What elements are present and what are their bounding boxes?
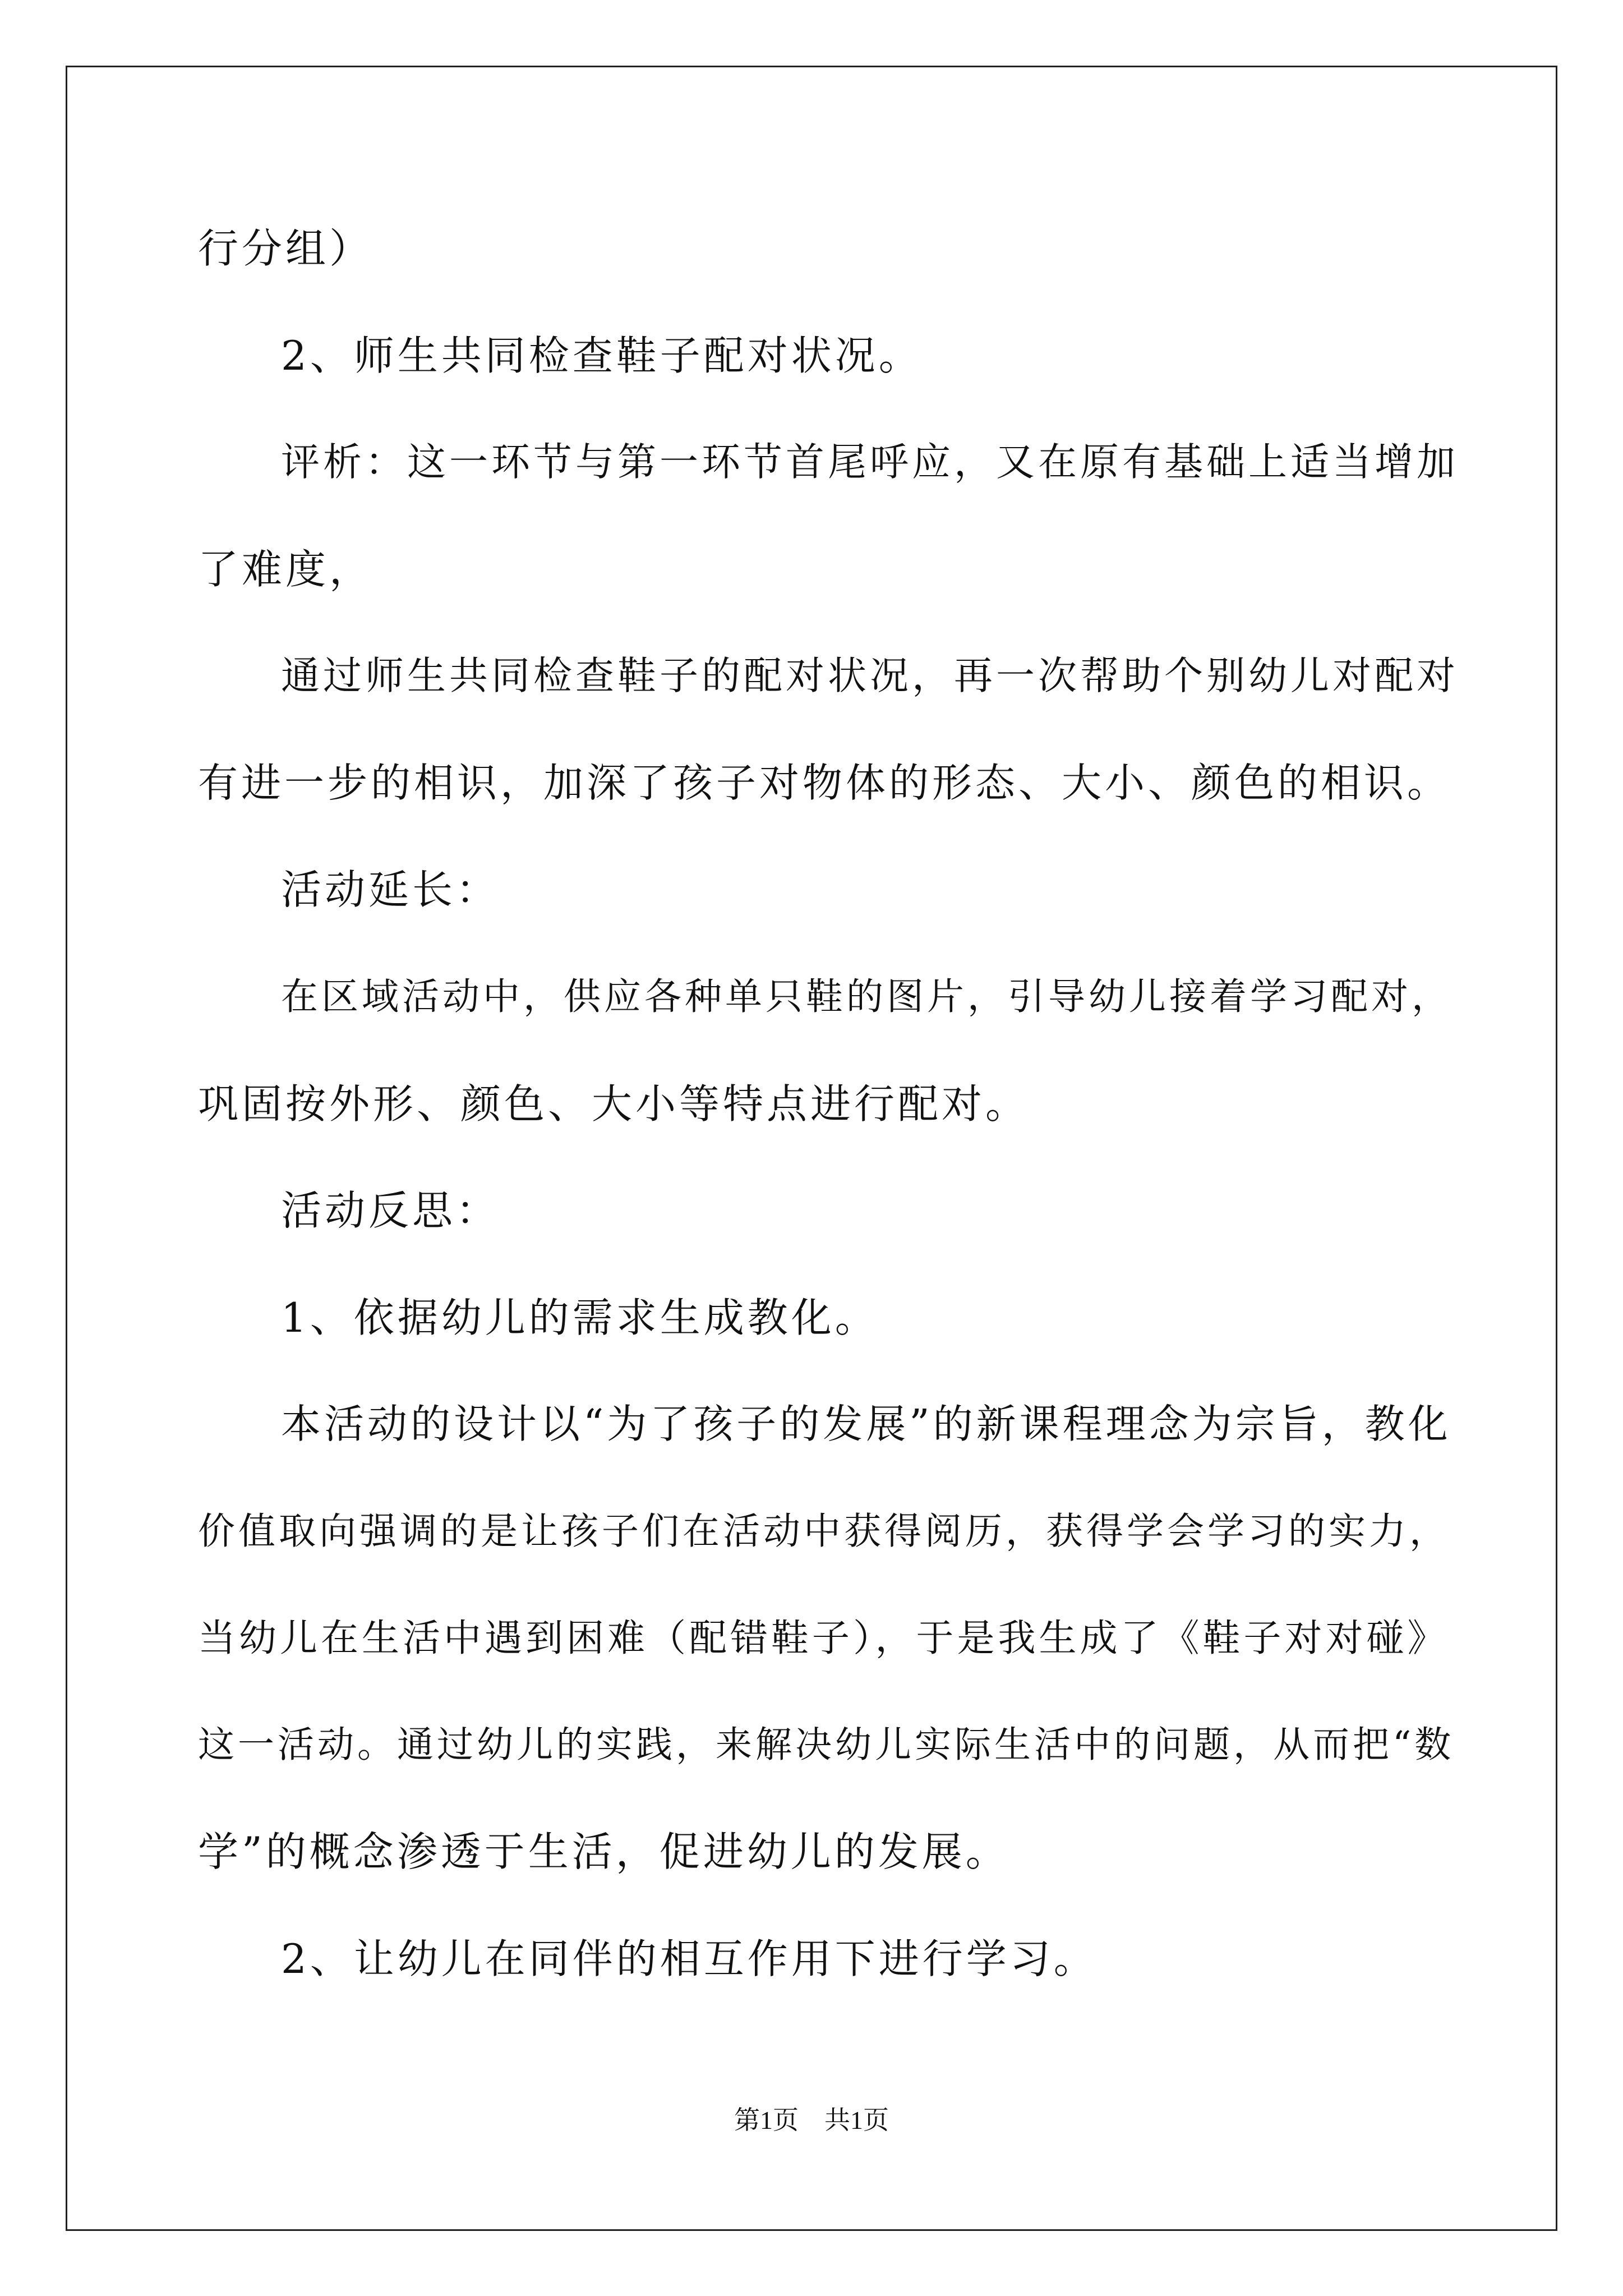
text-line: 当幼儿在生活中遇到困难（配错鞋子），于是我生成了《鞋子对对碰》 bbox=[198, 1616, 1449, 1660]
text-line: 在区域活动中，供应各种单只鞋的图片，引导幼儿接着学习配对， bbox=[281, 975, 1452, 1018]
text-line: 活动反思： bbox=[281, 1187, 500, 1234]
text-line: 行分组） bbox=[198, 225, 374, 272]
text-line: 了难度， bbox=[198, 546, 374, 593]
text-line: 1、依据幼儿的需求生成教化。 bbox=[281, 1294, 879, 1341]
text-line: 通过师生共同检查鞋子的配对状况，再一次帮助个别幼儿对配对 bbox=[281, 654, 1459, 698]
text-line: 本活动的设计以“为了孩子的发展”的新课程理念为宗旨，教化 bbox=[281, 1401, 1451, 1447]
text-line: 评析：这一环节与第一环节首尾呼应，又在原有基础上适当增加 bbox=[281, 440, 1459, 485]
page-number-footer: 第1页 共1页 bbox=[734, 2106, 889, 2134]
text-line: 这一活动。通过幼儿的实践，来解决幼儿实际生活中的问题，从而把“数 bbox=[198, 1724, 1455, 1766]
text-line: 价值取向强调的是让孩子们在活动中获得阅历，获得学会学习的实力， bbox=[198, 1510, 1450, 1553]
text-line: 活动延长： bbox=[281, 866, 500, 913]
page-border bbox=[66, 66, 1557, 2231]
text-line: 学”的概念渗透于生活，促进幼儿的发展。 bbox=[198, 1828, 1009, 1875]
text-line: 巩固按外形、颜色、大小等特点进行配对。 bbox=[198, 1080, 1030, 1128]
text-line: 有进一步的相识，加深了孩子对物体的形态、大小、颜色的相识。 bbox=[198, 760, 1451, 806]
text-line: 2、让幼儿在同伴的相互作用下进行学习。 bbox=[281, 1935, 1098, 1982]
text-line: 2、师生共同检查鞋子配对状况。 bbox=[281, 332, 923, 379]
